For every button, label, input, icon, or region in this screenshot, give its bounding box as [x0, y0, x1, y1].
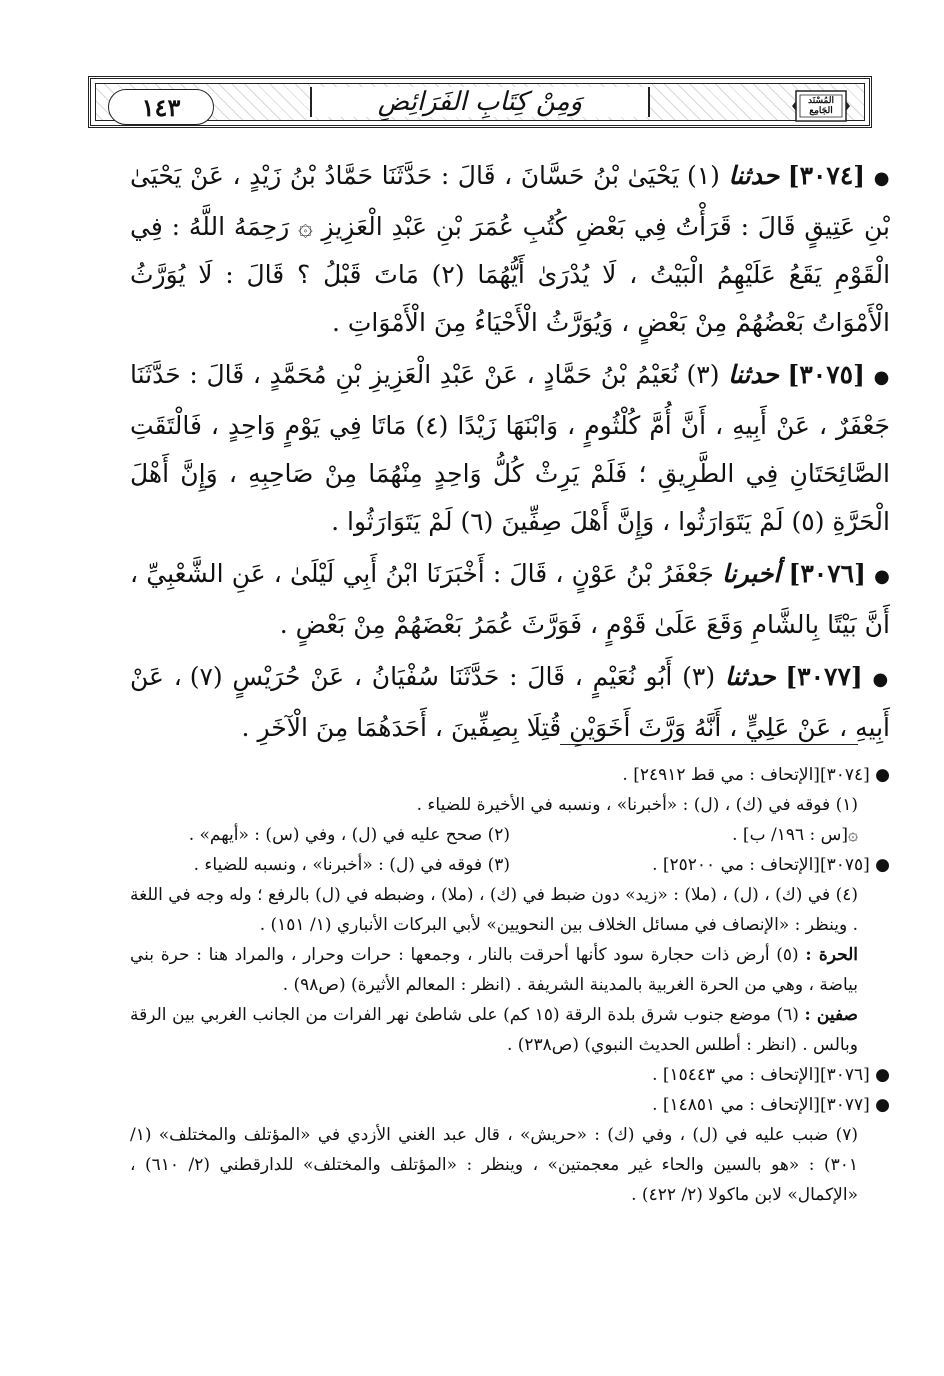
- bullet-icon: ●: [875, 1095, 890, 1115]
- footnote-row-3: [130, 850, 890, 880]
- hadith-text: (٣) أَبُو نُعَيْمٍ ، قَالَ : حَدَّثَنَا سُفْيَانُ ، عَنْ حُرَيْسٍ (٧) ، عَنْ أَبِيهِ ، عَنْ عَلِيٍّ ، أَنَّهُ وَرَّثَ أَخَوَيْنِ قُتِلَا بِصِفِّينَ ، أَحَدَهُمَا مِنَ الْآخَرِ .: [130, 662, 890, 742]
- footnote-ithaf-3077: ● [٣٠٧٧][الإتحاف : مي ١٤٨٥١] .: [652, 1095, 890, 1115]
- hadith-body: [130, 152, 890, 756]
- hadith-3077: [130, 653, 890, 752]
- bullet-icon: ●: [875, 765, 890, 785]
- hadith-opening: حدثنا: [728, 161, 780, 190]
- page-header: [88, 76, 872, 128]
- footnote-7: (٧) ضبب عليه في (ل) ، وفي (ك) : «حريش» ، قال عبد الغني الأزدي في «المؤتلف والمختلف» (١/ ٣٠١) : «هو بالسين والحاء غير معجمتين» ، وينظر : «المؤتلف والمختلف» للدارقطني (٢/ ٦١٠) ، «الإكمال» لابن ماكولا (٢/ ٤٢٢) .: [130, 1125, 859, 1205]
- footnote-3: (٣) فوقه في (ل) : «أخبرنا» ، ونسبه للضياء .: [193, 855, 510, 875]
- hadith-3075: [130, 351, 890, 546]
- footnote-ithaf-3074: ● [٣٠٧٤][الإتحاف : مي قط ٢٤٩١٢] .: [622, 765, 890, 785]
- hadith-3076: [130, 550, 890, 649]
- footnote-sura-ref: ۞[س : ١٩٦/ ب] .: [732, 825, 858, 845]
- logo-seal: [790, 87, 852, 125]
- hadith-text: (٣) نُعَيْمُ بْنُ حَمَّادٍ ، عَنْ عَبْدِ الْعَزِيزِ بْنِ مُحَمَّدٍ ، قَالَ : حَدَّثَنَا جَعْفَرٌ ، عَنْ أَبِيهِ ، أَنَّ أُمَّ كُلْثُومٍ ، وَابْنَهَا زَيْدًا (٤) مَاتَا فِي يَوْمٍ وَاحِدٍ ، فَالْتَقَتِ الصَّائِحَتَانِ فِي الطَّرِيقِ ؛ فَلَمْ يَرِثْ كُلُّ وَاحِدٍ مِنْهُمَا مِنْ صَاحِبِهِ ، وَإِنَّ أَهْلَ الْحَرَّةِ (٥) لَمْ يَتَوَارَثُوا ، وَإِنَّ أَهْلَ صِفِّينَ (٦) لَمْ يَتَوَارَثُوا .: [130, 360, 891, 536]
- bullet-icon: ●: [873, 168, 891, 189]
- footnote-term: صفين :: [804, 1005, 858, 1025]
- hadith-number: [٣٠٧٧]: [785, 662, 863, 691]
- footnote-row-2: [130, 820, 890, 850]
- header-ornament-band: [95, 83, 865, 121]
- footnote-ithaf-3076: ● [٣٠٧٦][الإتحاف : مي ١٥٤٤٣] .: [652, 1065, 890, 1085]
- hadith-opening: حدثنا: [724, 662, 776, 691]
- hadith-text: جَعْفَرُ بْنُ عَوْنٍ ، قَالَ : أَخْبَرَنَا ابْنُ أَبِي لَيْلَىٰ ، عَنِ الشَّعْبِيِّ ، أَنَّ بَيْتًا بِالشَّامِ وَقَعَ عَلَىٰ قَوْمٍ ، فَوَرَّثَ عُمَرُ بَعْضَهُمْ مِنْ بَعْضٍ .: [130, 559, 890, 639]
- bullet-icon: ●: [872, 669, 891, 690]
- hadith-number: [٣٠٧٤]: [787, 161, 866, 190]
- footnote-5: الحرة : (٥) أرض ذات حجارة سود كأنها أحرقت بالنار ، وجمعها : حرات وحرار ، والمراد هنا : حرة بني بياضة ، وهي من الحرة الغربية بالمدينة الشريفة . (انظر : المعالم الأثيرة) (ص٩٨) .: [130, 945, 859, 995]
- footnote-6: صفين : (٦) موضع جنوب شرق بلدة الرقة (١٥ كم) على شاطئ نهر الفرات من الجانب الغربي بين الرقة وبالس . (انظر : أطلس الحديث النبوي) (ص٢٣٨) .: [130, 1005, 858, 1055]
- chapter-title: وَمِنْ كِتَابِ الفَرَائِضِ: [377, 87, 583, 117]
- bullet-icon: ●: [873, 367, 890, 388]
- footnote-term: الحرة :: [805, 945, 859, 965]
- hadith-opening: أخبرنا: [722, 559, 781, 588]
- page-number: ١٤٣: [141, 92, 181, 122]
- footnote-divider: [560, 744, 858, 745]
- bullet-icon: ●: [875, 855, 890, 875]
- hadith-number: [٣٠٧٦]: [788, 559, 866, 588]
- footnote-1: (١) فوقه في (ك) ، (ل) : «أخبرنا» ، ونسبه في الأخيرة للضياء .: [416, 795, 858, 815]
- footnotes: [130, 760, 890, 1210]
- page-number-box: [108, 89, 214, 125]
- chapter-title-box: [310, 87, 650, 117]
- hadith-opening: حدثنا: [728, 360, 779, 389]
- hadith-3074: [130, 152, 890, 347]
- bullet-icon: ●: [875, 1065, 890, 1085]
- footnote-2: (٢) صحح عليه في (ل) ، وفي (س) : «أيهم» .: [188, 825, 510, 845]
- logo-seal-text: المُسْنَد الجَامِع: [808, 96, 834, 116]
- footnote-ithaf-3075: ● [٣٠٧٥][الإتحاف : مي ٢٥٢٠٠] .: [652, 855, 890, 875]
- bullet-icon: ●: [874, 566, 891, 587]
- footnote-4: (٤) في (ك) ، (ل) ، (ملا) : «زيد» دون ضبط في (ك) ، (ملا) ، وضبطه في (ل) بالرفع ؛ وله وجه في اللغة . وينظر : «الإنصاف في مسائل الخلاف بين النحويين» لأبي البركات الأنباري (١/ ١٥١) .: [130, 885, 858, 935]
- hadith-number: [٣٠٧٥]: [787, 360, 865, 389]
- hadith-text: (١) يَحْيَىٰ بْنُ حَسَّانَ ، قَالَ : حَدَّثَنَا حَمَّادُ بْنُ زَيْدٍ ، عَنْ يَحْيَىٰ بْنِ عَتِيقٍ قَالَ : قَرَأْتُ فِي بَعْضِ كُتُبِ عُمَرَ بْنِ عَبْدِ الْعَزِيزِ ۞ رَحِمَهُ اللَّهُ : فِي الْقَوْمِ يَقَعُ عَلَيْهِمُ الْبَيْتُ ، لَا يُدْرَىٰ أَيُّهُمَا (٢) مَاتَ قَبْلُ ؟ قَالَ : لَا يُوَرَّثُ الْأَمْوَاتُ بَعْضُهُمْ مِنْ بَعْضٍ ، وَيُوَرَّثُ الْأَحْيَاءُ مِنَ الْأَمْوَاتِ .: [130, 161, 891, 337]
